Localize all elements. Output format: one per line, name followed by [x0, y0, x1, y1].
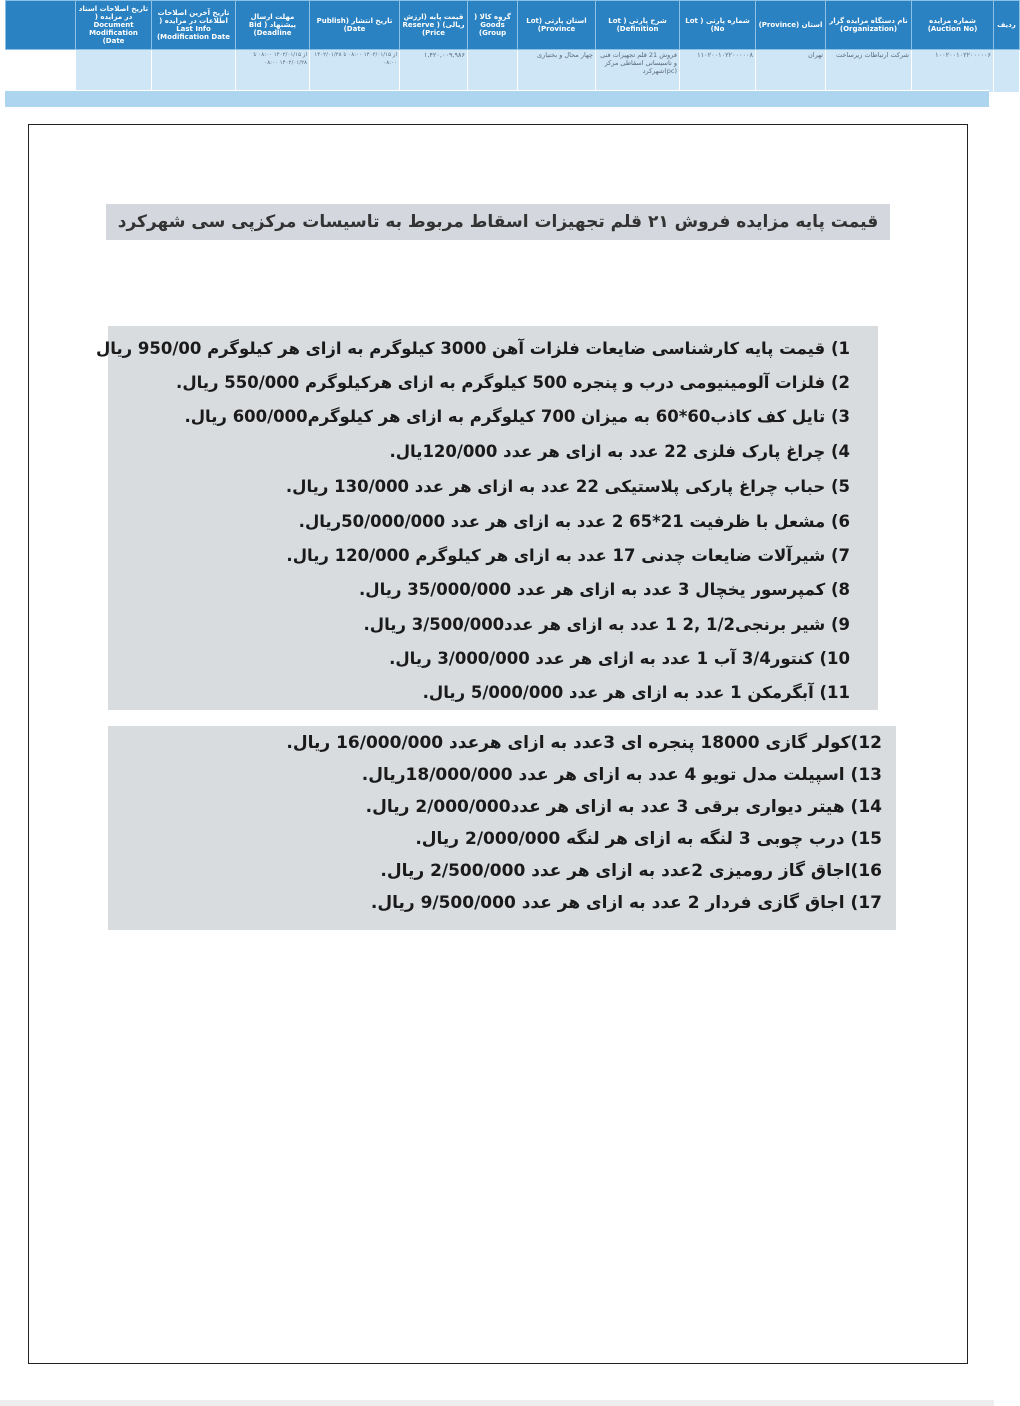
cell-lot-definition: فروش 21 قلم تجهیزات فنی و تاسیساتی اسقاطی مرکز (pc)شهرکرد	[596, 50, 680, 93]
list-item: 7) شیرآلات ضایعات چدنی 17 عدد به ازای هر کیلوگرم 120/000 ریال.	[286, 546, 850, 565]
cell-organization: شرکت ارتباطات زیرساخت	[826, 50, 912, 93]
header-document-modification: تاریخ اصلاحات اسناد در مزایده ( Document Modification Date)	[76, 1, 152, 50]
list-item: 3) تایل کف کاذب60*60 به میزان 700 کیلوگرم به ازای هر کیلوگرم600/000 ریال.	[184, 407, 850, 426]
header-publish-date: تاریخ انتشار (Publish Date)	[310, 1, 400, 50]
cell-last-info-modification	[152, 50, 236, 93]
price-list-part-2	[108, 726, 896, 930]
header-province: استان (Province)	[756, 1, 826, 50]
header-goods-group: گروه کالا ( Goods Group)	[468, 1, 518, 50]
list-item: 17) اجاق گازی فردار 2 عدد به ازای هر عدد 9/500/000 ریال.	[370, 893, 882, 913]
header-empty	[6, 1, 76, 50]
list-item: 16)اجاق گاز رومیزی 2عدد به ازای هر عدد 2/500/000 ریال.	[380, 861, 882, 881]
auction-table-strip	[5, 0, 1016, 106]
document-title: قیمت پایه مزایده فروش ۲۱ قلم تجهیزات اسقاط مربوط به تاسیسات مرکزپی سی شهرکرد	[106, 204, 890, 240]
cell-auction-no[interactable]: ۱۰۰۲۰۰۱۰۲۲۰۰۰۰۰۶	[912, 50, 994, 93]
header-last-info-modification: تاریخ آخرین اصلاحات اطلاعات در مزایده ( Last Info Modification Date)	[152, 1, 236, 50]
list-item: 12)کولر گازی 18000 پنجره ای 3عدد به ازای هرعدد 16/000/000 ریال.	[286, 733, 882, 753]
cell-publish-date: از ۱۴۰۲/۰۱/۱۵ ۰۸:۰۰ تا ۱۴۰۲/۰۱/۲۸ ۰۸:۰۰	[310, 50, 400, 93]
header-organization: نام دستگاه مزایده گزار (Organization)	[826, 1, 912, 50]
page-footer-line	[0, 1400, 994, 1406]
list-item: 6) مشعل با ظرفیت 21*65 2 عدد به ازای هر عدد 50/000/000ریال.	[298, 512, 850, 531]
cell-lot-province: چهار محال و بختیاری	[518, 50, 596, 93]
header-row-number: ردیف	[994, 1, 1020, 50]
cell-document-modification	[76, 50, 152, 93]
header-lot-province: استان پارتی (Lot Province)	[518, 1, 596, 50]
table-row[interactable]	[6, 50, 1020, 93]
list-item: 15) درب چوبی 3 لنگه به ازای هر لنگه 2/000/000 ریال.	[415, 829, 882, 849]
price-list-part-1	[95, 326, 878, 710]
cell-goods-group	[468, 50, 518, 93]
cell-lot-no: ۱۱۰۲۰۰۱۰۲۲۰۰۰۰۰۸	[680, 50, 756, 93]
cell-row-number	[994, 50, 1020, 93]
list-item: 11) آبگرمکن 1 عدد به ازای هر عدد 5/000/000 ریال.	[422, 683, 850, 702]
cell-bid-deadline: از ۱۴۰۲/۰۱/۱۵ ۰۸:۰۰ تا ۱۴۰۲/۰۱/۲۸ ۰۸:۰۰	[236, 50, 310, 93]
header-lot-definition: شرح پارتی ( Lot Definition)	[596, 1, 680, 50]
list-item: 5) حباب چراغ پارکی پلاستیکی 22 عدد به ازای هر عدد 130/000 ریال.	[285, 477, 850, 496]
header-lot-no: شماره پارتی ( Lot No)	[680, 1, 756, 50]
header-bid-deadline: مهلت ارسال پیشنهاد ( Bid Deadline)	[236, 1, 310, 50]
table-footer-band	[5, 90, 989, 107]
cell-province: تهران	[756, 50, 826, 93]
list-item: 2) فلزات آلومینیومی درب و پنجره 500 کیلوگرم به ازای هرکیلوگرم 550/000 ریال.	[176, 373, 850, 392]
list-item: 13) اسپیلت مدل تویو 4 عدد به ازای هر عدد 18/000/000ریال.	[361, 765, 882, 785]
list-item: 10) کنتور3/4 آب 1 عدد به ازای هر عدد 3/000/000 ریال.	[389, 649, 850, 668]
cell-reserve-price: ۱,۴۲۰,۰۰۹,۹۸۶	[400, 50, 468, 93]
header-auction-no: شماره مزایده (Auction No)	[912, 1, 994, 50]
list-item: 1) قیمت پایه کارشناسی ضایعات فلزات آهن 3000 کیلوگرم به ازای هر کیلوگرم 950/00 ریال	[95, 339, 850, 358]
list-item: 4) چراغ پارک فلزی 22 عدد به ازای هر عدد 120/000یال.	[389, 442, 850, 461]
list-item: 8) کمپرسور یخچال 3 عدد به ازای هر عدد 35/000/000 ریال.	[359, 580, 850, 599]
list-item: 9) شیر برنجی1/2 ,2 1 عدد به ازای هر عدد3/500/000 ریال.	[363, 615, 850, 634]
cell-empty	[6, 50, 76, 93]
list-item: 14) هیتر دیواری برقی 3 عدد به ازای هر عدد2/000/000 ریال.	[365, 797, 882, 817]
header-reserve-price: قیمت پایه (ارزش ریالی) ( Reserve Price)	[400, 1, 468, 50]
auction-table	[5, 0, 1020, 93]
